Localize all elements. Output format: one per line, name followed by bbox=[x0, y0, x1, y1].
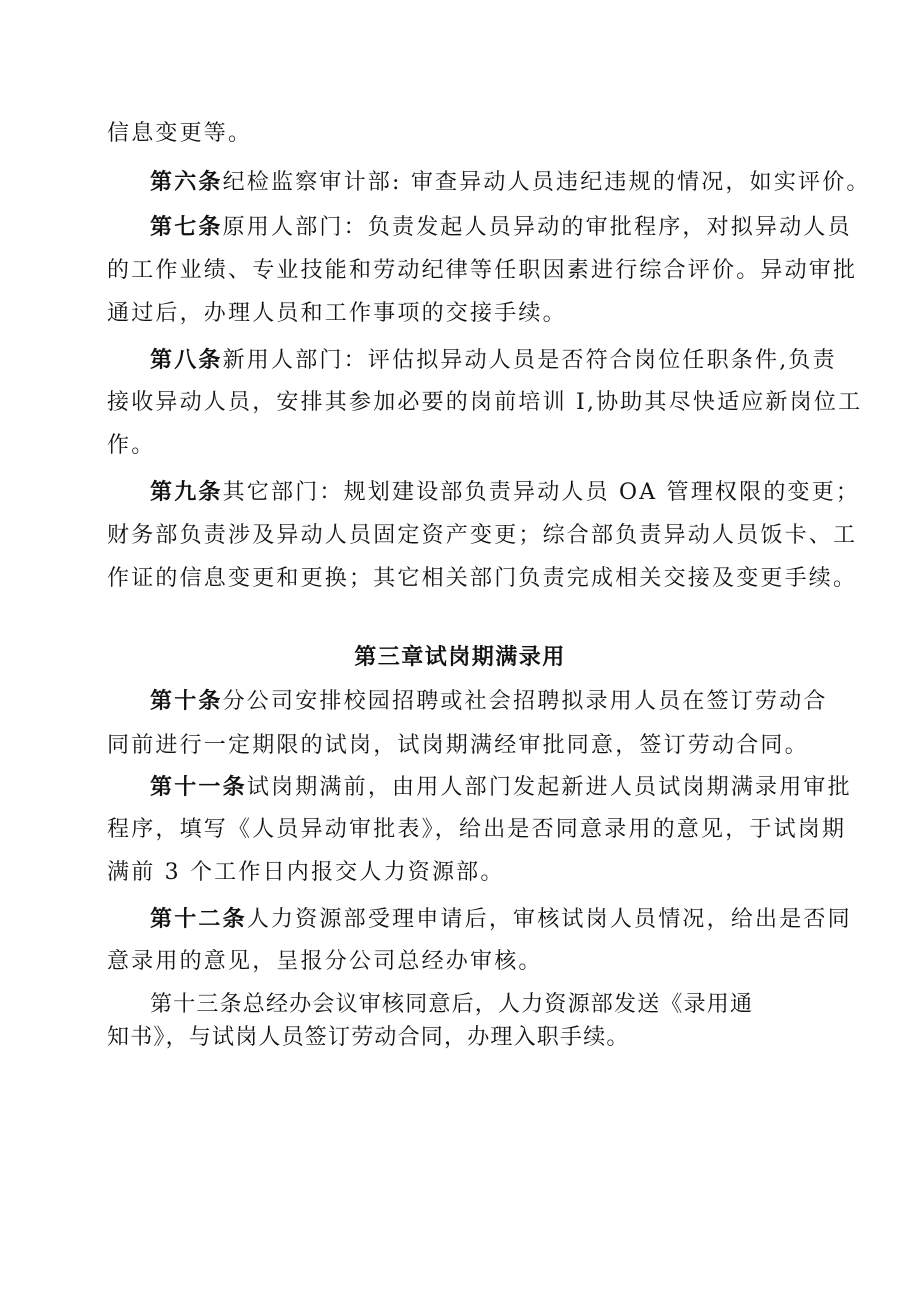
article-8-line: 作。 bbox=[107, 433, 156, 458]
chapter-heading: 第三章试岗期满录用 bbox=[354, 644, 566, 670]
article-7-line: 的工作业绩、专业技能和劳动纪律等任职因素进行综合评价。异动审批 bbox=[107, 258, 858, 283]
article-label: 第十二条 bbox=[150, 906, 247, 932]
article-12-line: 意录用的意见，呈报分公司总经办审核。 bbox=[107, 949, 543, 974]
article-8: 第八条新用人部门：评估拟异动人员是否符合岗位任职条件,负责 bbox=[150, 347, 837, 373]
article-label: 第六条 bbox=[150, 169, 223, 195]
article-9-line: 作证的信息变更和更换；其它相关部门负责完成相关交接及变更手续。 bbox=[107, 566, 858, 591]
article-11: 第十一条试岗期满前，由用人部门发起新进人员试岗期满录用审批 bbox=[150, 774, 852, 800]
article-11-line: 满前 3 个工作日内报交人力资源部。 bbox=[107, 860, 505, 885]
article-7: 第七条原用人部门：负责发起人员异动的审批程序，对拟异动人员 bbox=[150, 214, 852, 240]
article-10: 第十条分公司安排校园招聘或社会招聘拟录用人员在签订劳动合 bbox=[150, 688, 828, 714]
article-9-line: 财务部负责涉及异动人员固定资产变更；综合部负责异动人员饭卡、工 bbox=[107, 523, 858, 548]
article-11-line: 程序，填写《人员异动审批表》，给出是否同意录用的意见，于试岗期 bbox=[107, 817, 847, 842]
article-label: 第十条 bbox=[150, 688, 223, 714]
article-13-line: 知书》，与试岗人员签订劳动合同，办理入职手续。 bbox=[107, 1025, 630, 1050]
article-label: 第七条 bbox=[150, 214, 223, 240]
article-label: 第十一条 bbox=[150, 774, 247, 800]
article-9: 第九条其它部门：规划建设部负责异动人员 OA 管理权限的变更； bbox=[150, 479, 861, 505]
article-6: 第六条纪检监察审计部: 审查异动人员违纪违规的情况，如实评价。 bbox=[150, 169, 871, 195]
article-10-line: 同前进行一定期限的试岗，试岗期满经审批同意，签订劳动合同。 bbox=[107, 733, 809, 758]
article-label: 第八条 bbox=[150, 347, 223, 373]
article-7-line: 通过后，办理人员和工作事项的交接手续。 bbox=[107, 301, 567, 326]
article-13: 第十三条总经办会议审核同意后，人力资源部发送《录用通 bbox=[150, 992, 754, 1017]
paragraph-fragment: 信息变更等。 bbox=[107, 121, 253, 146]
article-label: 第九条 bbox=[150, 479, 223, 505]
article-12: 第十二条人力资源部受理申请后，审核试岗人员情况，给出是否同 bbox=[150, 906, 852, 932]
article-8-line: 接收异动人员，安排其参加必要的岗前培训 I,协助其尽快适应新岗位工 bbox=[107, 390, 863, 415]
